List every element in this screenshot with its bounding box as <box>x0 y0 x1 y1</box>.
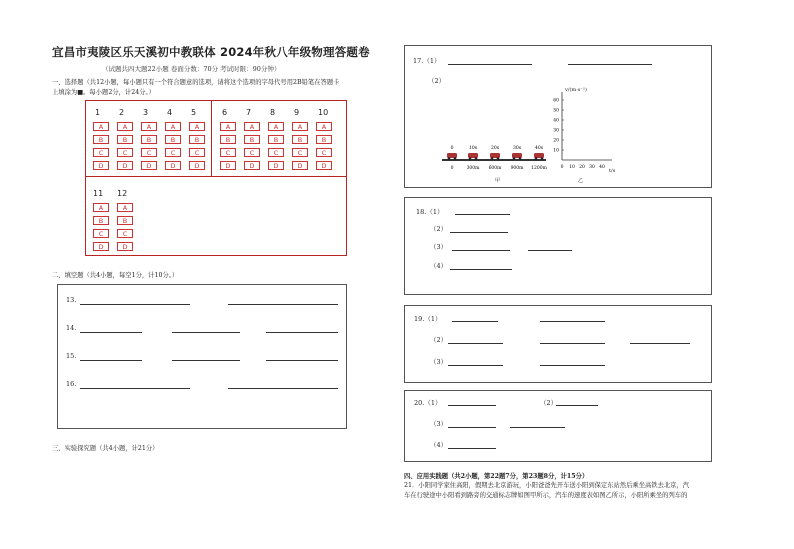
y-tick-label: 60 <box>553 98 559 104</box>
q18-blank-1[interactable] <box>455 214 510 215</box>
q15-label: 15. <box>66 352 77 360</box>
q20-blank-2[interactable] <box>556 405 598 406</box>
mc-option-d[interactable]: D <box>189 161 205 170</box>
mc-option-c[interactable]: C <box>141 148 157 157</box>
q20-label: 20.（1） <box>414 399 442 407</box>
q18-part3-label: （3） <box>430 243 448 251</box>
q21-text-line2: 车在行驶途中小阳看到路旁的交通标志牌如图甲所示，汽车的速度表如图乙所示，小阳所乘坐的列车的 <box>404 492 688 499</box>
mc-option-c[interactable]: C <box>220 148 236 157</box>
mc-option-b[interactable]: B <box>316 135 332 144</box>
q17-blank-2[interactable] <box>568 64 652 65</box>
q13-blank-1[interactable] <box>80 304 190 305</box>
time-label: 40s <box>534 146 544 151</box>
mc-option-c[interactable]: C <box>189 148 205 157</box>
y-tick-label: 50 <box>553 108 559 114</box>
mc-option-a[interactable]: A <box>244 122 260 131</box>
q13-blank-2[interactable] <box>228 304 338 305</box>
x-tick-label: 0 <box>560 165 564 170</box>
distance-label: 900m <box>510 166 524 171</box>
car-icon <box>534 153 544 160</box>
mc-option-d[interactable]: D <box>244 161 260 170</box>
q20-part4-label: （4） <box>430 441 448 449</box>
distance-label: 300m <box>466 166 480 171</box>
time-label: 30s <box>512 146 522 151</box>
mc-question-number: 7 <box>246 108 252 117</box>
mc-option-c[interactable]: C <box>268 148 284 157</box>
mc-option-b[interactable]: B <box>244 135 260 144</box>
q14-label: 14. <box>66 324 77 332</box>
q19-part2-label: （2） <box>430 336 448 344</box>
y-tick-label: 40 <box>553 118 559 124</box>
q19-blank-6[interactable] <box>448 365 503 366</box>
q19-blank-5[interactable] <box>630 343 690 344</box>
mc-option-b[interactable]: B <box>268 135 284 144</box>
q19-blank-3[interactable] <box>448 343 503 344</box>
mc-question-number: 3 <box>143 108 149 117</box>
fill-in-box <box>57 284 347 429</box>
q17-figures <box>440 86 630 186</box>
mc-option-b[interactable]: B <box>117 135 133 144</box>
q19-label: 19.（1） <box>414 315 442 323</box>
q17-xlabel: t/s <box>609 168 616 174</box>
mc-option-b[interactable]: B <box>117 216 133 225</box>
q16-label: 16. <box>66 380 77 388</box>
section2-heading: 二、填空题（共4小题，每空1分，计10分。） <box>52 272 179 279</box>
car-icon <box>512 153 522 160</box>
mc-option-a[interactable]: A <box>93 203 109 212</box>
mc-question-number: 2 <box>119 108 125 117</box>
mc-option-a[interactable]: A <box>189 122 205 131</box>
q20-part2-label: （2） <box>540 399 558 407</box>
q16-blank-2[interactable] <box>228 388 338 389</box>
q20-box <box>404 390 712 462</box>
mc-option-b[interactable]: B <box>93 135 109 144</box>
mc-question-number: 12 <box>117 189 128 198</box>
q18-blank-5[interactable] <box>450 269 512 270</box>
mc-question-number: 6 <box>222 108 228 117</box>
distance-label: 600m <box>488 166 502 171</box>
q19-blank-4[interactable] <box>540 343 605 344</box>
mc-option-b[interactable]: B <box>220 135 236 144</box>
section4-heading: 四、应用实践题（共2小题，第22题7分，第23题8分，计15分） <box>404 473 589 480</box>
time-label: 10s <box>468 146 478 151</box>
q19-blank-1[interactable] <box>452 321 498 322</box>
y-tick-label: 20 <box>553 138 559 144</box>
q18-part4-label: （4） <box>430 262 448 270</box>
x-tick-label: 30 <box>589 165 595 170</box>
exam-info: （试题共四大题22小题 卷面分数：70分 考试时限：90分钟） <box>102 65 281 73</box>
mc-option-b[interactable]: B <box>292 135 308 144</box>
section3-heading: 三、实验探究题（共4小题，计21分） <box>52 445 159 452</box>
mc-option-c[interactable]: C <box>117 229 133 238</box>
mc-question-number: 10 <box>318 108 329 117</box>
mc-option-c[interactable]: C <box>316 148 332 157</box>
mc-option-a[interactable]: A <box>268 122 284 131</box>
q18-box <box>404 197 712 295</box>
section1-heading-line1: 一、选择题（共12小题，每小题只有一个符合题意的选项，请将这个选项的字母代号用2B铅笔在答题卡 <box>52 79 340 86</box>
section1-heading-line2: 上填涂为■。每小题2分，计24分。） <box>52 89 155 96</box>
x-tick-label: 40 <box>599 165 605 170</box>
q19-part3-label: （3） <box>430 358 448 366</box>
q20-blank-3[interactable] <box>448 427 496 428</box>
mc-option-d[interactable]: D <box>268 161 284 170</box>
mc-option-d[interactable]: D <box>220 161 236 170</box>
mc-option-b[interactable]: B <box>141 135 157 144</box>
mc-option-a[interactable]: A <box>316 122 332 131</box>
q20-blank-4[interactable] <box>510 427 565 428</box>
q17-blank-1[interactable] <box>448 64 532 65</box>
mc-question-number: 11 <box>93 189 104 198</box>
mc-question-number: 8 <box>270 108 276 117</box>
q14-blank-3[interactable] <box>266 332 338 333</box>
mc-option-a[interactable]: A <box>141 122 157 131</box>
q19-blank-2[interactable] <box>540 321 605 322</box>
mc-option-a[interactable]: A <box>292 122 308 131</box>
q21-text-line1: 21．小阳同学家住高阳，假期去北京游玩，小阳爸爸先开车送小阳到保定东站然后乘坐高铁去北京，汽 <box>404 482 690 489</box>
mc-option-d[interactable]: D <box>117 161 133 170</box>
mc-question-number: 9 <box>294 108 300 117</box>
q18-blank-4[interactable] <box>528 250 572 251</box>
page-title: 宜昌市夷陵区乐天溪初中教联体 2024年秋八年级物理答题卷 <box>52 45 370 59</box>
mc-option-c[interactable]: C <box>117 148 133 157</box>
q17-ylabel: v/(m·s⁻¹) <box>565 87 587 93</box>
q14-blank-1[interactable] <box>80 332 142 333</box>
mc-option-d[interactable]: D <box>292 161 308 170</box>
y-tick-label: 30 <box>553 128 559 134</box>
mc-option-d[interactable]: D <box>141 161 157 170</box>
q17-part2-label: （2） <box>428 77 446 85</box>
q17-label: 17.（1） <box>413 57 441 65</box>
mc-option-a[interactable]: A <box>117 203 133 212</box>
mc-option-d[interactable]: D <box>93 242 109 251</box>
time-label: 20s <box>490 146 500 151</box>
mc-option-d[interactable]: D <box>165 161 181 170</box>
y-tick-label: 10 <box>553 148 559 154</box>
q20-part3-label: （3） <box>430 420 448 428</box>
mc-option-c[interactable]: C <box>292 148 308 157</box>
mc-option-b[interactable]: B <box>93 216 109 225</box>
q18-part2-label: （2） <box>430 225 448 233</box>
q18-blank-2[interactable] <box>450 232 508 233</box>
q20-blank-1[interactable] <box>448 405 496 406</box>
mc-option-b[interactable]: B <box>189 135 205 144</box>
mc-option-d[interactable]: D <box>316 161 332 170</box>
car-icon <box>447 153 457 160</box>
distance-label: 0 <box>450 166 454 171</box>
q13-label: 13. <box>66 296 77 304</box>
mc-option-c[interactable]: C <box>93 229 109 238</box>
q17-left-caption: 甲 <box>495 178 501 184</box>
mc-divider-horizontal <box>86 176 346 177</box>
mc-option-d[interactable]: D <box>117 242 133 251</box>
q18-blank-3[interactable] <box>452 250 510 251</box>
q17-right-caption: 乙 <box>578 178 584 184</box>
chart-x-ticks <box>561 164 605 170</box>
q14-blank-2[interactable] <box>172 332 240 333</box>
distance-label: 1200m <box>531 166 547 171</box>
mc-option-a[interactable]: A <box>165 122 181 131</box>
mc-divider-vertical <box>211 101 212 176</box>
q15-blank-1[interactable] <box>80 360 142 361</box>
mc-question-number: 5 <box>191 108 197 117</box>
mc-question-number: 1 <box>95 108 101 117</box>
mc-option-b[interactable]: B <box>165 135 181 144</box>
mc-option-c[interactable]: C <box>244 148 260 157</box>
q19-box <box>404 305 712 383</box>
q15-blank-2[interactable] <box>172 360 240 361</box>
mc-question-number: 4 <box>167 108 173 117</box>
mc-option-c[interactable]: C <box>165 148 181 157</box>
x-tick-label: 10 <box>569 165 575 170</box>
mc-option-a[interactable]: A <box>93 122 109 131</box>
cars-group <box>447 145 548 171</box>
car-icon <box>468 153 478 160</box>
q19-blank-7[interactable] <box>540 365 605 366</box>
q18-label: 18.（1） <box>416 208 444 216</box>
mc-option-a[interactable]: A <box>220 122 236 131</box>
mc-option-d[interactable]: D <box>93 161 109 170</box>
time-label: 0 <box>450 146 454 151</box>
car-icon <box>490 153 500 160</box>
x-tick-label: 20 <box>579 165 585 170</box>
mc-option-a[interactable]: A <box>117 122 133 131</box>
q15-blank-3[interactable] <box>266 360 338 361</box>
q16-blank-1[interactable] <box>80 388 190 389</box>
q20-blank-5[interactable] <box>448 448 496 449</box>
mc-option-c[interactable]: C <box>93 148 109 157</box>
